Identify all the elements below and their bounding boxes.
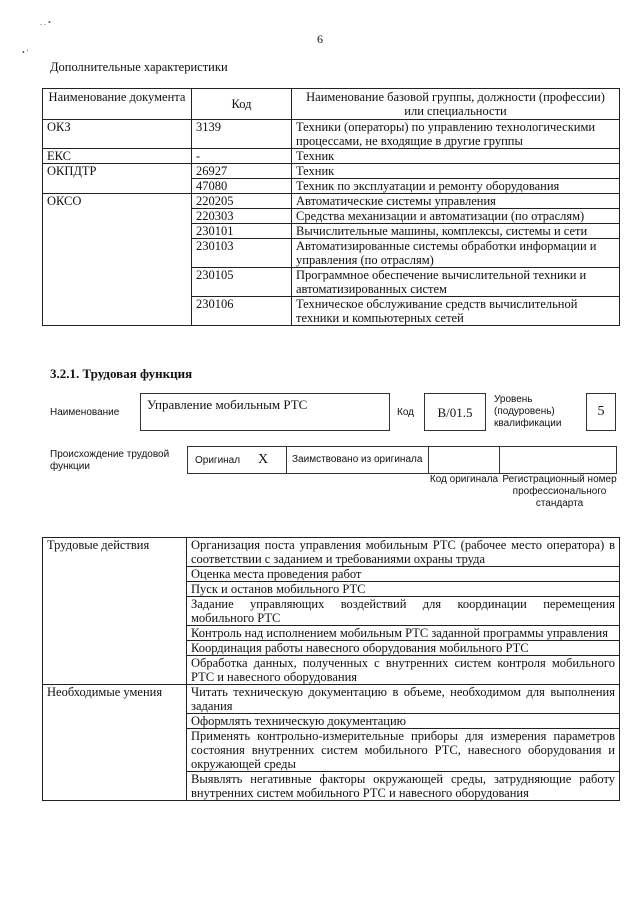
code-label: Код [397,407,415,418]
name-cell: Программное обеспечение вычислительной техники и автоматизированных систем [292,268,620,297]
code-cell: 230101 [192,224,292,239]
header-code: Код [192,89,292,120]
function-code-box [424,393,486,431]
name-cell: Автоматические системы управления [292,194,620,209]
level-box [586,393,616,431]
table-row [43,120,620,149]
reg-num-box [499,446,617,474]
orig-code-box [428,446,500,474]
list-item: Оформлять техническую документацию [187,714,620,729]
original-mark: X [258,452,269,467]
borrowed-box [286,446,429,474]
name-cell: Техник по эксплуатации и ремонту оборудования [292,179,620,194]
header-doc: Наименование документа [43,89,192,120]
list-item: Читать техническую документацию в объеме, необходимом для выполнения задания [187,685,620,714]
code-cell: 220205 [192,194,292,209]
name-cell: Техническое обслуживание средств вычислительной техники и компьютерных сетей [292,297,620,326]
reg-num-caption: Регистрационный номер профессионального стандарта [502,474,617,509]
table-row [43,194,620,209]
origin-label: Происхождение трудовой функции [50,449,170,472]
function-name-box [140,393,390,431]
orig-code-caption: Код оригинала [429,474,499,485]
list-item: Пуск и останов мобильного РТС [187,582,620,597]
code-cell: 230105 [192,268,292,297]
function-name-value: Управление мобильным РТС [147,397,308,412]
code-cell: 230103 [192,239,292,268]
section-title: Дополнительные характеристики [50,60,228,74]
classification-table [42,88,620,326]
header-name: Наименование базовой группы, должности (профессии) или специальности [292,89,620,120]
doc-cell: ОКПДТР [43,164,192,194]
code-cell: - [192,149,292,164]
list-item: Задание управляющих воздействий для координации перемещения мобильного РТС [187,597,620,626]
group-label: Трудовые действия [43,538,187,685]
list-item: Выявлять негативные факторы окружающей среды, затрудняющие работу внутренних систем мобильного РТС и навесного оборудования [187,772,620,801]
list-item: Оценка места проведения работ [187,567,620,582]
list-item: Координация работы навесного оборудования мобильного РТС [187,641,620,656]
scan-artifact: • ' [22,48,29,57]
doc-cell: ОКЗ [43,120,192,149]
list-item: Организация поста управления мобильным РТС (рабочее место оператора) в соответствии с заданием и требованиями охраны труда [187,538,620,567]
function-code-value: B/01.5 [437,405,473,420]
table-row [43,164,620,179]
code-cell: 230106 [192,297,292,326]
name-cell: Средства механизации и автоматизации (по отраслям) [292,209,620,224]
function-title: 3.2.1. Трудовая функция [50,366,193,381]
doc-cell: ЕКС [43,149,192,164]
original-label: Оригинал [195,455,241,466]
table-row [43,538,620,567]
scan-artifact: . . • [40,18,51,27]
name-cell: Техник [292,149,620,164]
page-number: 6 [317,32,323,46]
table-row [43,149,620,164]
list-item: Контроль над исполнением мобильным РТС заданной программы управления [187,626,620,641]
group-label: Необходимые умения [43,685,187,801]
level-value: 5 [597,404,605,419]
name-cell: Автоматизированные системы обработки информации и управления (по отраслям) [292,239,620,268]
actions-skills-table [42,537,620,801]
name-cell: Вычислительные машины, комплексы, системы и сети [292,224,620,239]
list-item: Применять контрольно-измерительные приборы для измерения параметров состояния внутренних систем мобильного РТС, навесного оборудования и окружающей среды [187,729,620,772]
name-cell: Техники (операторы) по управлению технологическими процессами, не входящие в другие группы [292,120,620,149]
level-label: Уровень (подуровень) квалификации [494,394,562,429]
original-box [187,446,287,474]
code-cell: 26927 [192,164,292,179]
borrowed-label: Заимствовано из оригинала [292,454,423,465]
code-cell: 220303 [192,209,292,224]
code-cell: 47080 [192,179,292,194]
table-row [43,685,620,714]
code-cell: 3139 [192,120,292,149]
table-header-row [43,89,620,120]
name-cell: Техник [292,164,620,179]
list-item: Обработка данных, полученных с внутренних систем контроля мобильного РТС и навесного оборудования [187,656,620,685]
doc-cell: ОКСО [43,194,192,326]
name-label: Наименование [50,407,120,418]
